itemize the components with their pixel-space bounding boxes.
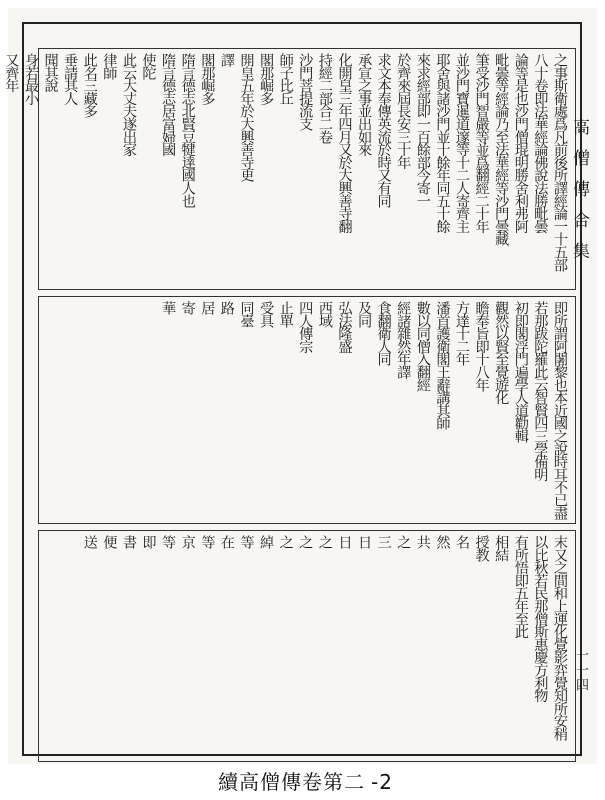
text-column: 受具 bbox=[258, 301, 275, 327]
text-panel-middle bbox=[38, 296, 576, 524]
text-column: 持經二部合二卷 bbox=[316, 53, 333, 143]
text-column: 止單 bbox=[277, 301, 294, 327]
text-column: 末又之間和上運化覺影弈覺知所安稍 bbox=[552, 535, 568, 740]
text-column: 此云大丈夫遂出家 bbox=[120, 53, 137, 156]
text-column: 又齊年 bbox=[3, 53, 20, 92]
text-column: 名 bbox=[454, 535, 471, 548]
text-column: 三 bbox=[375, 535, 392, 548]
book-title: 高僧傳合集 bbox=[569, 118, 589, 273]
text-column: 日 bbox=[336, 535, 353, 548]
text-column: 及同 bbox=[356, 301, 373, 327]
text-column: 閣那崛多 bbox=[258, 53, 275, 105]
text-panel-bottom bbox=[38, 530, 576, 762]
text-column: 數以同僧入翻經 bbox=[414, 301, 431, 391]
scanned-page bbox=[3, 8, 597, 764]
text-column: 同臺 bbox=[238, 301, 255, 327]
column-group bbox=[3, 53, 569, 285]
text-column: 化開皇三年四月又於大興善寺翻 bbox=[336, 53, 353, 233]
text-column: 之 bbox=[277, 535, 294, 548]
text-column: 方達十二年 bbox=[454, 301, 471, 366]
text-column: 即所謂阿闍黎也本近國之說時耳不已盡 bbox=[552, 301, 568, 519]
text-column: 之 bbox=[395, 535, 412, 548]
text-column: 弘法隆盛 bbox=[336, 301, 353, 353]
text-column: 四人傳宗 bbox=[297, 301, 314, 353]
text-column: 相結 bbox=[493, 535, 510, 561]
text-column: 有所悟即五年至此 bbox=[512, 535, 529, 638]
text-column: 論等是也沙門僧琨明勝舍利弗阿 bbox=[512, 53, 529, 233]
text-column: 之 bbox=[297, 535, 314, 548]
text-column: 八十卷即法華經論佛說法勝毗曇 bbox=[532, 53, 549, 233]
text-column: 授教 bbox=[473, 535, 490, 561]
text-column: 聞其說 bbox=[42, 53, 59, 92]
page-frame bbox=[3, 22, 582, 756]
text-column: 此名三藏多 bbox=[81, 53, 98, 118]
text-column: 等 bbox=[199, 535, 216, 548]
text-column: 若那跋陀羅此云智賢四三學備明 bbox=[532, 301, 549, 481]
text-column: 筆受沙門智嚴等並爲翻經二十年 bbox=[473, 53, 490, 233]
text-column: 使陀 bbox=[140, 53, 157, 79]
column-group bbox=[45, 535, 569, 757]
text-column: 開皇五年於大興善寺更 bbox=[238, 53, 255, 182]
text-column: 食翻衛人同 bbox=[375, 301, 392, 366]
text-column: 譯 bbox=[218, 53, 235, 66]
text-column: 然 bbox=[434, 535, 451, 548]
text-column: 便 bbox=[101, 535, 118, 548]
text-column: 等 bbox=[238, 535, 255, 548]
caption-title: 續高僧傳卷第二 bbox=[218, 770, 366, 794]
text-column: 經諸雜然年譯 bbox=[395, 301, 412, 378]
text-column: 在 bbox=[218, 535, 235, 548]
caption-part: -2 bbox=[371, 770, 393, 794]
text-column: 潘首護衛閣王辭講其師 bbox=[434, 301, 451, 430]
text-column: 綽 bbox=[258, 535, 275, 548]
text-column: 瞻奉旨即十八年 bbox=[473, 301, 490, 391]
text-column: 等 bbox=[160, 535, 177, 548]
text-column bbox=[0, 53, 1, 285]
text-column: 隋言德志北賢豆犍達國人也 bbox=[179, 53, 196, 207]
text-column: 送 bbox=[81, 535, 98, 548]
text-column: 並沙門寶暹道邃等十二人寄齊主 bbox=[454, 53, 471, 233]
text-column: 隋言德志居富婦國 bbox=[160, 53, 177, 156]
text-column: 毗曇等經論乃至法華經等沙門曇藏 bbox=[493, 53, 510, 246]
page-number: 一一四 bbox=[573, 648, 588, 693]
text-column: 路 bbox=[218, 301, 235, 314]
text-column: 日 bbox=[356, 535, 373, 548]
text-column: 耶舍與諸沙門並十餘年同五十餘 bbox=[434, 53, 451, 233]
text-column: 之 bbox=[316, 535, 333, 548]
text-column: 閣那崛多 bbox=[199, 53, 216, 105]
text-column: 即 bbox=[140, 535, 157, 548]
text-column: 於齊來屆長安三十年 bbox=[395, 53, 412, 169]
text-column: 華 bbox=[160, 301, 177, 314]
text-column: 沙門菩提流支 bbox=[297, 53, 314, 130]
text-column: 共 bbox=[414, 535, 431, 548]
text-column: 之事斯衛處爲凡前後所譯經論一十五部 bbox=[552, 53, 568, 271]
text-column: 律師 bbox=[101, 53, 118, 79]
text-column: 觀然以賢至覺遊化 bbox=[493, 301, 510, 404]
text-column: 居 bbox=[199, 301, 216, 314]
text-column: 西域 bbox=[316, 301, 333, 327]
text-column: 身若最小 bbox=[22, 53, 39, 105]
text-column: 承宣之事並出如來 bbox=[356, 53, 373, 156]
text-column: 垂請其人 bbox=[62, 53, 79, 105]
text-column: 求文本奉傳英流於時又有同 bbox=[375, 53, 392, 207]
text-column: 寄 bbox=[179, 301, 196, 314]
text-column: 初即閣浮門遍學人道勸輯 bbox=[512, 301, 529, 442]
column-group bbox=[45, 301, 569, 519]
text-column: 京 bbox=[179, 535, 196, 548]
text-column: 來求經部即一百餘部今寄一 bbox=[414, 53, 431, 207]
page-caption bbox=[0, 766, 605, 795]
text-column: 書 bbox=[120, 535, 137, 548]
text-column: 師子比丘 bbox=[277, 53, 294, 105]
text-panel-top bbox=[3, 48, 576, 290]
text-column: 以比秋若民那僧斯惠慶方利物 bbox=[532, 535, 549, 702]
